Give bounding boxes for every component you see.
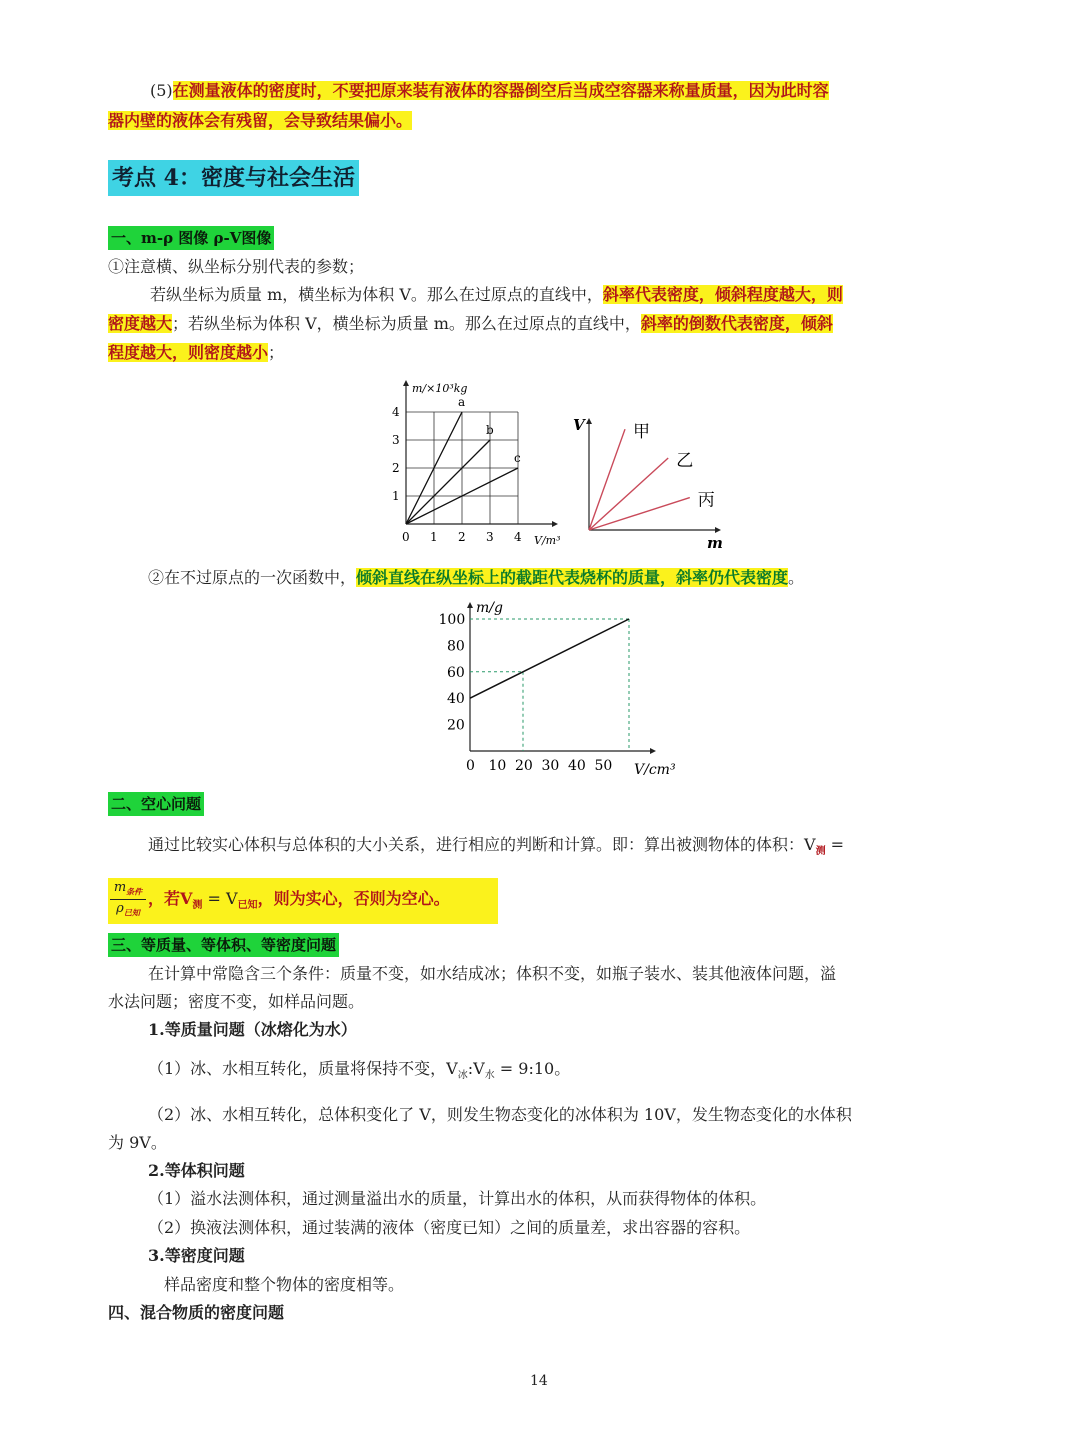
section-title: 考点 4：密度与社会生活 [108,160,359,196]
condition-text [148,888,450,917]
part2-heading: 二、空心问题 [108,792,204,816]
x-tick-label: 30 [541,758,560,774]
top-paragraph-line1 [150,80,829,102]
subscript: 水 [484,1070,495,1082]
part3-intro-line1: 在计算中常隐含三个条件：质量不变，如水结成冰；体积不变，如瓶子装水、装其他液体问题，溢 [148,964,837,983]
part3-sub1-title: 1.等质量问题（冰熔化为水） [148,1020,357,1039]
part3-sub3-text: 样品密度和整个物体的密度相等。 [164,1275,405,1294]
subscript: 冰 [457,1070,468,1082]
top-paragraph-line2 [108,110,412,132]
conclusion-text: ，则为实心，否则为空心。 [257,889,450,908]
x-tick-label: 2 [458,530,466,544]
x-axis-label: V/cm³ [634,762,676,778]
chart-series [470,619,629,698]
highlight-text: 程度越大，则密度越小 [108,343,269,362]
normal-text: 通过比较实心体积与总体积的大小关系，进行相应的判断和计算。即：算出被测物体的体积：V [148,835,816,854]
y-tick-label: 20 [447,717,465,734]
item-prefix: (5) [150,81,173,100]
subscript: 已知 [123,907,140,918]
part2-formula-box [108,878,498,924]
normal-text: 若纵坐标为质量 m，横坐标为体积 V。那么在过原点的直线中， [150,285,603,304]
fraction-numerator [108,880,148,900]
chart-v-m-jiayibing [565,410,745,552]
y-axis-label: V [573,416,585,434]
y-tick-label: 80 [447,638,465,655]
part1-para-line2 [108,313,833,335]
normal-text: （1）冰、水相互转化，质量将保持不变，V [148,1059,458,1078]
subscript: 条件 [126,886,143,897]
x-tick-label: 3 [486,530,494,544]
series-label-甲: 甲 [633,422,650,443]
part1-para-line3 [108,342,284,364]
fraction-denominator [108,901,148,921]
subscript: 测 [815,846,826,858]
mass-symbol: m [113,880,127,895]
part2-para [148,834,844,863]
series-line-丙 [589,498,690,530]
part3-sub1-item2-line1: （2）冰、水相互转化，总体积变化了 V，则发生物态变化的冰体积为 10V，发生物态变化的水体积 [148,1105,852,1124]
part3-sub1-item1 [148,1058,570,1087]
series-label-b: b [486,423,494,437]
density-symbol: ρ [116,901,124,916]
y-axis-label: m/g [476,600,503,616]
highlight-text: 斜率的倒数代表密度，倾斜 [640,314,833,333]
series-label-乙: 乙 [676,451,694,471]
chart-m-v-abc [380,372,580,552]
y-tick-label: 3 [392,433,400,447]
part3-heading: 三、等质量、等体积、等密度问题 [108,933,339,957]
series-line [470,619,629,698]
x-tick-label: 1 [430,530,438,544]
normal-text: = [825,835,845,854]
chart-ticks [392,405,522,544]
series-label-c: c [514,451,521,465]
x-tick-label: 20 [515,758,533,774]
part3-sub2-title: 2.等体积问题 [148,1161,245,1180]
x-axis-arrow [715,527,721,533]
x-axis-label: m [707,534,723,552]
part3-sub2-item2: （2）换液法测体积，通过装满的液体（密度已知）之间的质量差，求出容器的容积。 [148,1218,751,1237]
highlight-text: 斜率代表密度，倾斜程度越大，则 [602,285,843,304]
x-tick-label: 4 [514,530,522,544]
part3-intro-line2: 水法问题；密度不变，如样品问题。 [108,992,365,1011]
normal-text: = V [202,889,238,908]
normal-text: ； [268,343,285,362]
part3-sub1-item2-line2: 为 9V。 [108,1133,167,1152]
x-tick-label: 0 [402,530,410,544]
normal-text: 。 [788,568,805,587]
normal-text: = 9:10。 [494,1059,571,1078]
y-tick-label: 60 [447,664,465,681]
highlight-text: 在测量液体的密度时，不要把原来装有液体的容器倒空后当成空容器来称量质量，因为此时容 [172,81,829,100]
chart-ticks [439,612,613,774]
y-tick-label: 4 [392,405,400,419]
highlight-text: 密度越大 [108,314,173,333]
x-tick-label: 0 [466,758,475,774]
part1-para-line1 [150,284,843,306]
part1-heading: 一、m-ρ 图像 ρ-V图像 [108,226,274,250]
y-tick-label: 100 [438,612,466,628]
normal-text: :V [467,1059,485,1078]
series-line-乙 [589,458,668,530]
part3-sub2-item1: （1）溢水法测体积，通过测量溢出水的质量，计算出水的体积，从而获得物体的体积。 [148,1189,767,1208]
part1-item1: ①注意横、纵坐标分别代表的参数； [108,257,365,276]
chart-series [406,395,521,524]
part3-sub3-title: 3.等密度问题 [148,1246,245,1265]
highlight-text: 器内壁的液体会有残留，会导致结果偏小。 [108,111,413,130]
subscript: 测 [192,900,203,912]
normal-text: ，若V [148,889,193,908]
y-axis-label: m/×10³kg [412,382,468,395]
chart-axes [403,380,558,527]
series-line-甲 [589,429,625,530]
chart-axes [467,602,656,754]
x-tick-label: 10 [488,758,507,774]
normal-text: ②在不过原点的一次函数中， [148,568,357,587]
x-tick-label: 40 [568,758,586,774]
series-label-丙: 丙 [697,490,715,511]
series-line-b [406,440,490,524]
y-axis-arrow [586,418,592,424]
part1-item2 [148,567,804,589]
y-tick-label: 1 [392,489,400,503]
highlight-text: 倾斜直线在纵坐标上的截距代表烧杯的质量，斜率仍代表密度 [356,568,789,587]
chart-m-v-beaker [430,596,680,780]
page-number: 14 [530,1373,548,1389]
series-label-a: a [458,395,466,409]
part4-heading: 四、混合物质的密度问题 [108,1303,285,1322]
chart-series [589,422,715,530]
fraction-bar [110,899,146,900]
x-tick-label: 50 [594,758,613,774]
x-axis-label: V/m³ [534,534,561,547]
y-tick-label: 40 [447,691,465,708]
chart-guides [470,619,629,751]
normal-text: ；若纵坐标为体积 V，横坐标为质量 m。那么在过原点的直线中， [172,314,641,333]
y-tick-label: 2 [392,461,400,475]
subscript: 已知 [237,900,258,912]
